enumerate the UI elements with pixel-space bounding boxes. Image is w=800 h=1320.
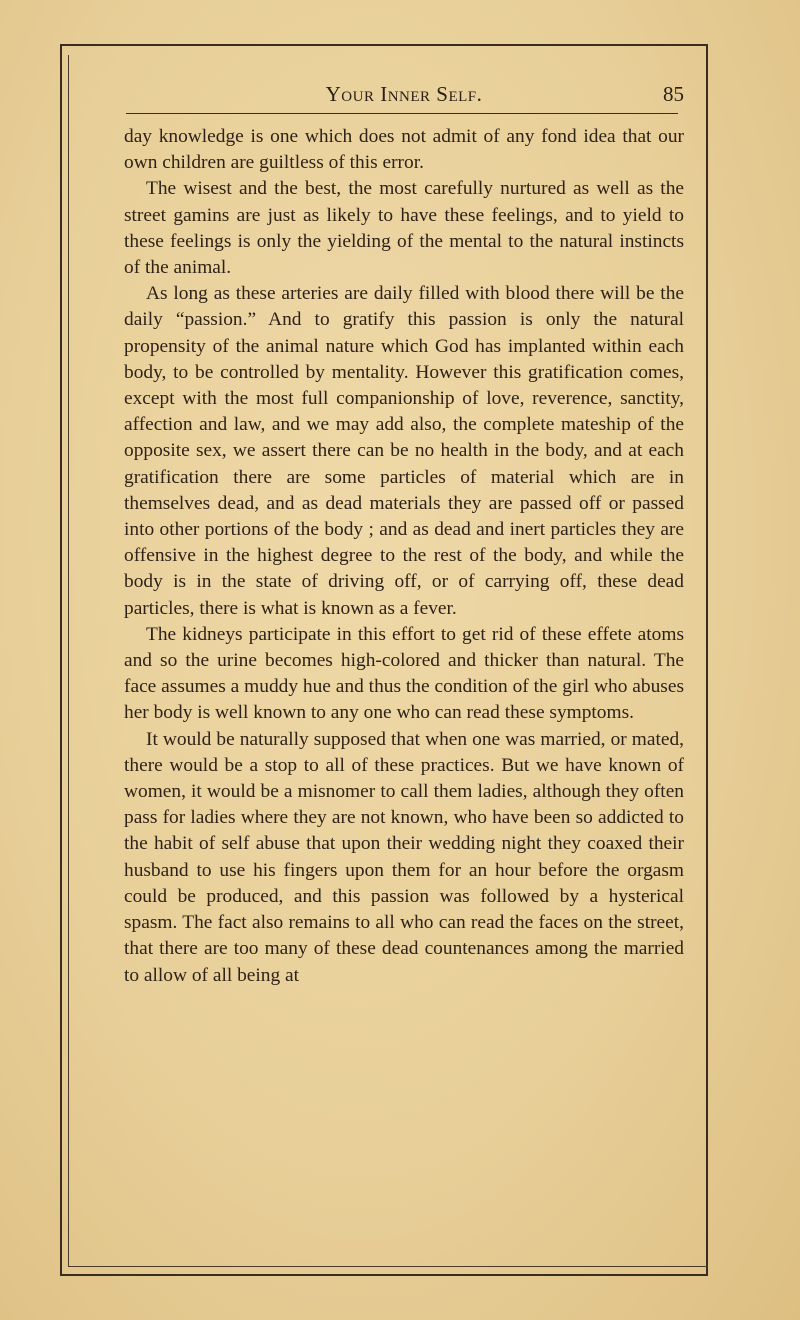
paragraph: The wisest and the best, the most carefully nurtured as well as the street gamins are just as likely to have these feelings, and to yield to these feelings is only the yielding of the mental to the natural instincts of the animal.: [124, 178, 684, 279]
page-header: [124, 82, 684, 112]
body-text: [124, 124, 684, 989]
page-number: 85: [663, 82, 684, 106]
paragraph: It would be naturally supposed that when one was married, or mated, there would be a stop to all of these practices. But we have known of women, it would be a misnomer to call them ladies, although they often pass for ladies where they are not known, who have been so addicted to the habit of self abuse that upon their wedding night they coaxed their husband to use his fingers upon them for an hour before the orgasm could be produced, and this passion was followed by a hysterical spasm. The fact also remains to all who can read the faces on the street, that there are too many of these dead countenances among the married to allow of all being at: [124, 728, 684, 986]
paragraph: The kidneys participate in this effort to get rid of these effete atoms and so the urine becomes high-colored and thicker than natural. The face assumes a muddy hue and thus the condition of the girl who abuses her body is well known to any one who can read these symptoms.: [124, 623, 684, 724]
paragraph: day knowledge is one which does not admit of any fond idea that our own children are guiltless of this error.: [124, 126, 684, 174]
paragraph: As long as these arteries are daily filled with blood there will be the daily “passion.” And to gratify this passion is only the natural propensity of the animal nature which God has implanted within each body, to be controlled by mentality. However this gratification comes, except with the most full companionship of love, reverence, sanctity, affection and law, and we may add also, the complete mateship of the opposite sex, we assert there can be no health in the body, and at each gratification there are some particles of material which are in themselves dead, and as dead materials they are passed off or passed into other portions of the body ; and as dead and inert particles they are offensive in the highest degree to the rest of the body, and while the body is in the state of driving off, or of carrying off, these dead particles, there is what is known as a fever.: [124, 283, 684, 619]
running-head: Your Inner Self.: [325, 82, 483, 106]
header-rule: [126, 113, 678, 114]
